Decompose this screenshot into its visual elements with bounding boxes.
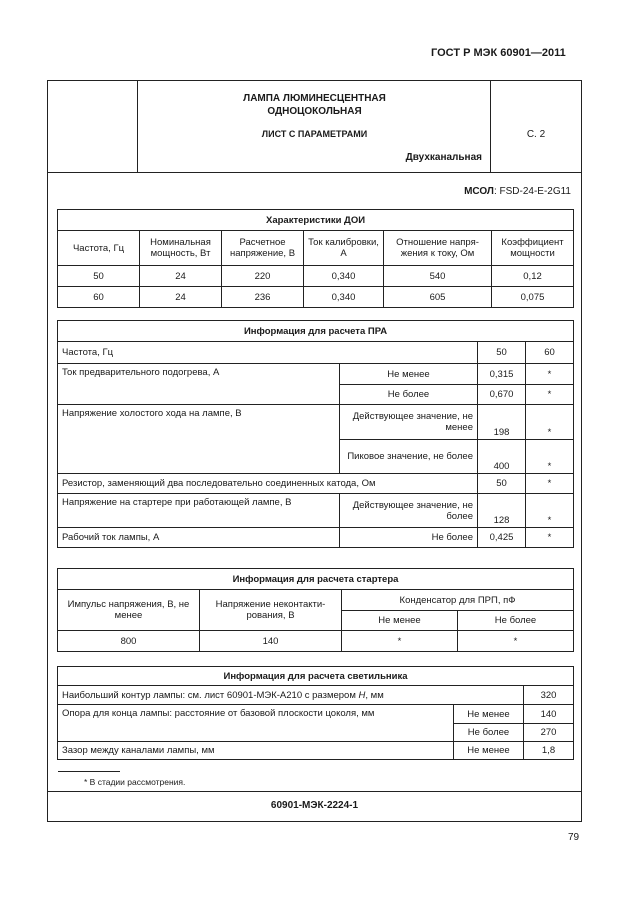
standard-number: ГОСТ Р МЭК 60901—2011 bbox=[431, 47, 566, 59]
parameter-sheet bbox=[47, 80, 582, 822]
footer-divider bbox=[48, 791, 581, 792]
table-row: Наибольший контур лампы: см. лист 60901-МЭК-А210 с размером Н, мм 320 bbox=[58, 686, 574, 705]
page-number: 79 bbox=[568, 832, 580, 843]
starter-table: Информация для расчета стартера Импульс напряжения, В, не менее Напряжение неконтакти-рования, В Конденсатор для ПРП, пФ Не менее Не более 800 140 * * bbox=[57, 568, 574, 652]
sheet-title: ЛАМПА ЛЮМИНЕСЦЕНТНАЯ ОДНОЦОКОЛЬНАЯ bbox=[243, 93, 386, 117]
table-row: Ток предварительного подогрева, А Не менее 0,315 * bbox=[58, 364, 574, 385]
luminaire-table bbox=[57, 666, 574, 760]
luminaire-title: Информация для расчета светильника bbox=[58, 667, 574, 686]
starter-title: Информация для расчета стартера bbox=[58, 569, 574, 590]
table-row: Опора для конца лампы: расстояние от базовой плоскости цоколя, мм Не менее 140 bbox=[58, 705, 574, 724]
doi-header: Отношение напря-жения к току, Ом bbox=[384, 231, 492, 266]
doi-table bbox=[57, 209, 574, 308]
table-row: 800 140 * * bbox=[58, 631, 574, 652]
header-left-cell bbox=[48, 81, 138, 172]
msol-designation: МСОЛ: FSD-24-E-2G11 bbox=[464, 186, 571, 197]
footnote: * В стадии рассмотрения. bbox=[84, 777, 186, 787]
lamp-type: Двухканальная bbox=[405, 152, 482, 163]
doi-header: Ток калибровки, А bbox=[304, 231, 384, 266]
doi-header: Частота, Гц bbox=[58, 231, 140, 266]
header-page-cell bbox=[491, 81, 581, 172]
header-title-cell bbox=[138, 81, 491, 172]
doi-header: Номинальная мощность, Вт bbox=[140, 231, 222, 266]
sheet-subtitle: ЛИСТ С ПАРАМЕТРАМИ bbox=[261, 129, 368, 139]
table-row: Не более 0,670 * bbox=[58, 385, 574, 405]
table-row: Частота, Гц 50 60 bbox=[58, 342, 574, 364]
doi-header: Коэффициент мощности bbox=[492, 231, 574, 266]
table-row: Напряжение на стартере при работающей лампе, В Действующее значение, не более 128 * bbox=[58, 494, 574, 528]
table-row: Рабочий ток лампы, А Не более 0,425 * bbox=[58, 528, 574, 548]
sheet-code: 60901-МЭК-2224-1 bbox=[270, 800, 359, 811]
table-row: Пиковое значение, не более 400 * bbox=[58, 440, 574, 474]
table-row: 60 24 236 0,340 605 0,075 bbox=[58, 287, 574, 308]
sheet-page: С. 2 bbox=[526, 129, 546, 140]
sheet-header bbox=[48, 81, 581, 173]
table-row: Резистор, заменяющий два последовательно соединенных катода, Ом 50 * bbox=[58, 474, 574, 494]
table-row: Не более 270 bbox=[58, 724, 574, 742]
doi-header: Расчетное напряжение, В bbox=[222, 231, 304, 266]
footnote-rule bbox=[58, 771, 120, 772]
table-row: 50 24 220 0,340 540 0,12 bbox=[58, 266, 574, 287]
pra-table bbox=[57, 320, 574, 548]
doi-title: Характеристики ДОИ bbox=[58, 210, 574, 231]
table-row: Напряжение холостого хода на лампе, В Действующее значение, не менее 198 * bbox=[58, 405, 574, 440]
table-row: Зазор между каналами лампы, мм Не менее 1,8 bbox=[58, 742, 574, 760]
pra-title: Информация для расчета ПРА bbox=[58, 321, 574, 342]
